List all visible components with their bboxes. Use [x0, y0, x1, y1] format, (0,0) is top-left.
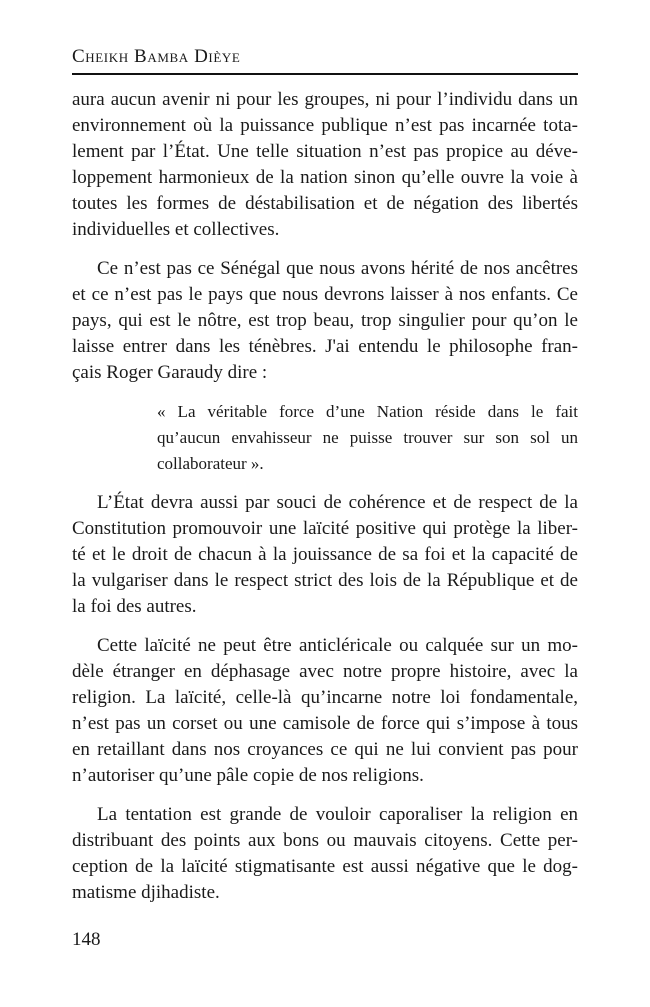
text-block [72, 46, 578, 906]
block-quote [157, 399, 578, 477]
text-line: individuelles et collectives. [72, 219, 280, 240]
text-line: lement par l’État. Une telle situation n’est pas propice au déve- [72, 141, 578, 162]
text-line: La tentation est grande de vouloir caporaliser la religion en [97, 804, 578, 825]
text-line: çais Roger Garaudy dire : [72, 362, 268, 383]
text-line: n’est pas un corset ou une camisole de force qui s’impose à tous [72, 713, 578, 734]
text-line: en retaillant dans nos croyances ce qui ne lui convient pas pour [72, 739, 578, 760]
text-line: religion. La laïcité, celle-là qu’incarne notre loi fondamentale, [72, 687, 578, 708]
text-line: Ce n’est pas ce Sénégal que nous avons hérité de nos ancêtres [97, 258, 578, 279]
paragraph [72, 802, 578, 906]
text-line: dèle étranger en déphasage avec notre propre histoire, avec la [72, 661, 578, 682]
text-line: environnement où la puissance publique n’est pas incarnée tota- [72, 115, 578, 136]
quote-line: collaborateur ». [157, 454, 264, 473]
text-line: pays, qui est le nôtre, est trop beau, trop singulier pour qu’on le [72, 310, 578, 331]
text-line: loppement harmonieux de la nation sinon qu’elle ouvre la voie à [72, 167, 578, 188]
text-line: ception de la laïcité stigmatisante est aussi négative que le dog- [72, 856, 578, 877]
text-line: la vulgariser dans le respect strict des lois de la République et de [72, 570, 578, 591]
quote-line: « La véritable force d’une Nation réside dans le fait [157, 402, 578, 421]
text-line: laisse entrer dans les ténèbres. J'ai entendu le philosophe fran- [72, 336, 578, 357]
text-line: Cette laïcité ne peut être anticléricale ou calquée sur un mo- [97, 635, 578, 656]
text-line: toutes les formes de déstabilisation et de négation des libertés [72, 193, 578, 214]
text-line: et ce n’est pas le pays que nous devrons laisser à nos enfants. Ce [72, 284, 578, 305]
quote-line: qu’aucun envahisseur ne puisse trouver sur son sol un [157, 428, 578, 447]
paragraph [72, 490, 578, 620]
paragraph [72, 87, 578, 243]
page-number: 148 [72, 929, 101, 950]
running-header-title: Cheikh Bamba Dièye [72, 46, 241, 67]
text-line: aura aucun avenir ni pour les groupes, ni pour l’individu dans un [72, 89, 578, 110]
text-line: la foi des autres. [72, 596, 197, 617]
running-header [72, 46, 578, 75]
text-line: distribuant des points aux bons ou mauvais citoyens. Cette per- [72, 830, 578, 851]
text-line: Constitution promouvoir une laïcité positive qui protège la liber- [72, 518, 578, 539]
text-line: L’État devra aussi par souci de cohérence et de respect de la [97, 492, 578, 513]
text-line: té et le droit de chacun à la jouissance de sa foi et la capacité de [72, 544, 578, 565]
text-line: n’autoriser qu’une pâle copie de nos religions. [72, 765, 424, 786]
paragraph [72, 633, 578, 789]
text-line: matisme djihadiste. [72, 882, 220, 903]
paragraph [72, 256, 578, 386]
